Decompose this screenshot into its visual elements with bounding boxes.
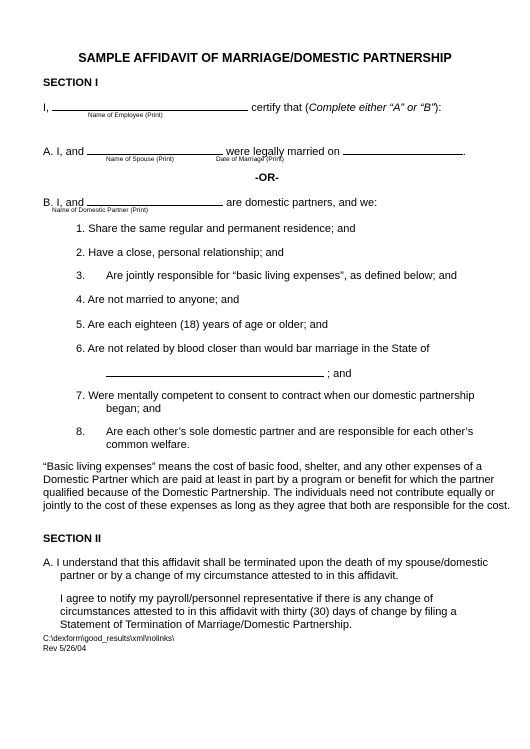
item-1: 1. Share the same regular and permanent residence; and [76, 223, 356, 235]
footer-path: C:\dexform\good_results\xml\nolinks\ [43, 634, 175, 643]
item-8-continued: common welfare. [106, 439, 190, 451]
section-1-heading: SECTION I [43, 77, 99, 89]
item-3-number: 3. [76, 270, 86, 282]
definition-line-1: “Basic living expenses” means the cost of basic food, shelter, and any other expenses of a [43, 461, 483, 473]
termination-line-2: partner or by a change of my circumstance attested to in this affidavit. [60, 570, 399, 582]
notify-line-2: circumstances attested to in this affidavit with thirty (30) days of change by filing a [60, 606, 457, 618]
notify-line-3: Statement of Termination of Marriage/Domestic Partnership. [60, 619, 353, 631]
item-2: 2. Have a close, personal relationship; and [76, 247, 284, 259]
state-line [106, 367, 352, 381]
item-6: 6. Are not related by blood closer than would bar marriage in the State of [76, 343, 430, 355]
employee-line-close: ): [434, 102, 442, 114]
definition-line-2: Domestic Partner which are paid at least in part by a program or benefit for which the partner [43, 474, 495, 486]
item-5: 5. Are each eighteen (18) years of age or older; and [76, 319, 328, 331]
instruction-text: Complete either “A” or “B” [308, 102, 435, 114]
state-field[interactable] [106, 367, 324, 377]
item-4: 4. Are not married to anyone; and [76, 294, 240, 306]
spouse-line-end: . [462, 146, 466, 158]
item-8-text: Are each other’s sole domestic partner and are responsible for each other’s [106, 426, 474, 438]
spouse-line-middle: were legally married on [226, 146, 340, 158]
footer-revision: Rev 5/26/04 [43, 644, 87, 653]
definition-line-3: qualified because of the Domestic Partnership. The individuals need not contribute equally or [43, 487, 495, 499]
employee-name-field[interactable] [52, 101, 248, 111]
spouse-name-caption: Name of Spouse (Print) [106, 156, 174, 163]
item-8-number: 8. [76, 426, 86, 438]
partner-line-suffix: are domestic partners, and we: [226, 197, 378, 209]
partner-name-caption: Name of Domestic Partner (Print) [52, 207, 149, 214]
section-2-heading: SECTION II [43, 533, 102, 545]
employee-line-suffix: certify that ( [251, 102, 309, 114]
item-7-continued: began; and [106, 403, 162, 415]
spouse-line-prefix: A. I, and [43, 146, 84, 158]
document-title: SAMPLE AFFIDAVIT OF MARRIAGE/DOMESTIC PARTNERSHIP [78, 51, 452, 65]
state-line-suffix: ; and [327, 368, 352, 380]
item-3-text: Are jointly responsible for “basic living expenses”, as defined below; and [106, 270, 457, 282]
partner-line-prefix: B. I, and [43, 197, 84, 209]
marriage-date-caption: Date of Marriage (Print) [216, 156, 284, 163]
employee-name-caption: Name of Employee (Print) [88, 112, 163, 119]
spouse-name-field[interactable] [87, 145, 223, 155]
marriage-date-field[interactable] [343, 145, 463, 155]
termination-line-1: A. I understand that this affidavit shall be terminated upon the death of my spouse/domestic [43, 557, 488, 569]
notify-line-1: I agree to notify my payroll/personnel representative if there is any change of [60, 593, 433, 605]
partner-name-field[interactable] [87, 196, 223, 206]
definition-line-4: jointly to the cost of these expenses as long as they agree that both are responsible for the cost. [43, 500, 511, 512]
item-7: 7. Were mentally competent to consent to contract when our domestic partnership [76, 390, 475, 402]
or-divider: -OR- [255, 172, 279, 184]
employee-line-prefix: I, [43, 102, 50, 114]
